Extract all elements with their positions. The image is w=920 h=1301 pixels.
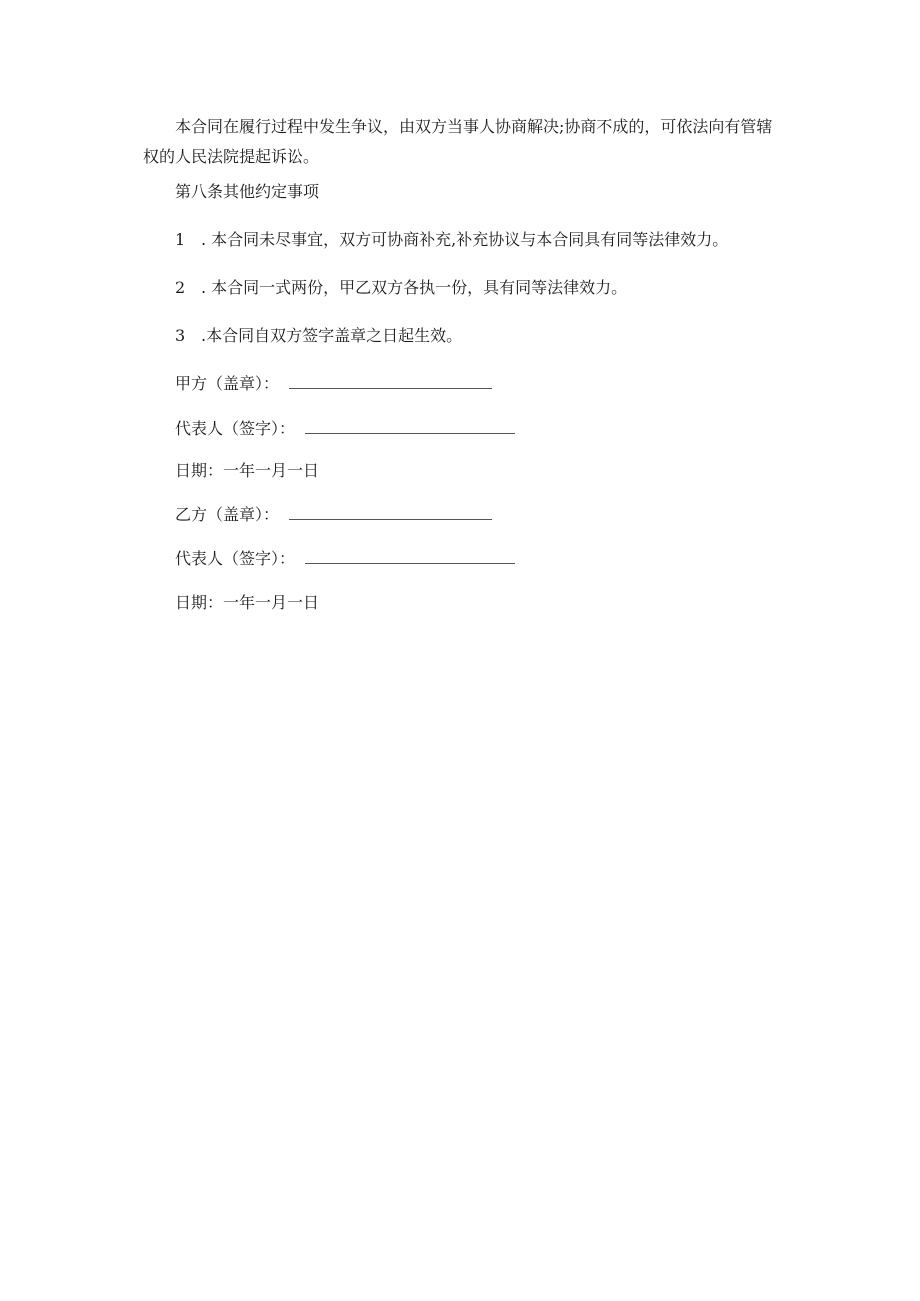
party-a-seal-blank[interactable] <box>289 387 492 389</box>
item-3-number: 3 <box>175 326 186 345</box>
item-1-number: 1 <box>175 230 186 249</box>
party-b-rep-blank[interactable] <box>305 562 515 564</box>
party-a-seal-label: 甲方（盖章）： <box>175 374 280 393</box>
item-3-text: .本合同自双方签字盖章之日起生效。 <box>201 326 463 345</box>
party-a-rep-label: 代表人（签字）： <box>175 419 296 438</box>
item-1-text: . 本合同未尽事宜，双方可协商补充,补充协议与本合同具有同等法律效力。 <box>201 230 729 249</box>
party-b-rep-label: 代表人（签字）： <box>175 549 296 568</box>
party-a-rep-blank[interactable] <box>305 432 515 434</box>
item-2-text: . 本合同一式两份，甲乙双方各执一份，具有同等法律效力。 <box>201 278 628 297</box>
party-b-seal-line <box>175 504 492 526</box>
party-a-date: 日期：一年一月一日 <box>175 461 320 480</box>
party-b-rep-line <box>175 548 515 570</box>
item-2-number: 2 <box>175 278 186 297</box>
party-a-rep-line <box>175 418 515 440</box>
item-3 <box>175 325 462 347</box>
dispute-clause-paragraph: 本合同在履行过程中发生争议，由双方当事人协商解决;协商不成的，可依法向有管辖权的人民法院提起诉讼。 <box>143 117 773 166</box>
party-a-seal-line <box>175 373 492 395</box>
party-b-seal-blank[interactable] <box>289 518 492 520</box>
item-2 <box>175 277 627 299</box>
item-1 <box>175 229 728 251</box>
article-8-heading: 第八条其他约定事项 <box>175 182 320 201</box>
party-b-date: 日期：一年一月一日 <box>175 593 320 612</box>
party-b-seal-label: 乙方（盖章）： <box>175 505 280 524</box>
